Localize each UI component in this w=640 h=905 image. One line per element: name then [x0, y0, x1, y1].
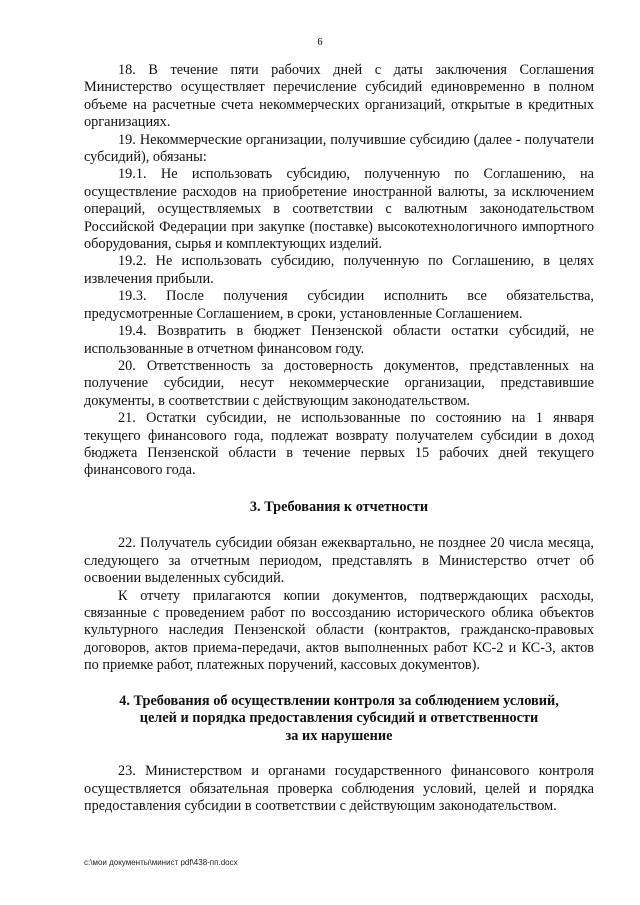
- paragraph-20: 20. Ответственность за достоверность документов, представленных на получение субсидии, несут некоммерческие организации, представившие документы, в соответствии с действующим законодательством.: [84, 357, 594, 409]
- section-4-heading-line: целей и порядка предоставления субсидий и ответственности: [139, 710, 539, 727]
- paragraph-19: 19. Некоммерческие организации, получившие субсидию (далее - получатели субсидий), обязаны:: [84, 131, 594, 166]
- paragraph-19-2: 19.2. Не использовать субсидию, полученную по Соглашению, в целях извлечения прибыли.: [84, 253, 594, 287]
- paragraph-19-1: 19.1. Не использовать субсидию, полученную по Соглашению, на осуществление расходов на приобретение иностранной валюты, за исключением операций, осуществляемых в соответствии с валютным законодательством Российской Федерации при закупке (поставке) высокотехнологичного импортного оборудования, сырья и комплектующих изделий.: [84, 166, 594, 253]
- footer-file-path: c:\мои документы\минист pdf\438-пп.docx: [84, 858, 238, 867]
- paragraph-22: 22. Получатель субсидии обязан ежеквартально, не позднее 20 числа месяца, следующего за отчетным периодом, представлять в Министерство отчет об освоении выделенных субсидий.: [84, 535, 594, 587]
- paragraph-21: 21. Остатки субсидии, не использованные по состоянию на 1 января текущего финансового года, подлежат возврату получателем субсидии в доход бюджета Пензенской области в течение первых 15 рабочих дней текущего финансового года.: [84, 410, 594, 479]
- section-3-heading: 3. Требования к отчетности: [249, 498, 429, 515]
- paragraph-23: 23. Министерством и органами государственного финансового контроля осуществляется обязательная проверка соблюдения условий, целей и порядка предоставления субсидии в соответствии с действующим законодательством.: [84, 763, 594, 815]
- paragraph-19-3: 19.3. После получения субсидии исполнить все обязательства, предусмотренные Соглашением, в сроки, установленные Соглашением.: [84, 288, 594, 322]
- section-4-heading-line: за их нарушение: [285, 727, 393, 744]
- paragraph-18: 18. В течение пяти рабочих дней с даты заключения Соглашения Министерство осуществляет перечисление субсидий единовременно в полном объеме на расчетные счета некоммерческих организаций, открытые в кредитных организациях.: [84, 62, 594, 131]
- section-4-heading-line: 4. Требования об осуществлении контроля за соблюдением условий,: [119, 692, 559, 709]
- paragraph-19-4: 19.4. Возвратить в бюджет Пензенской области остатки субсидий, не использованные в отчетном финансовом году.: [84, 323, 594, 357]
- paragraph-report-attachments: К отчету прилагаются копии документов, подтверждающих расходы, связанные с проведением работ по воссозданию исторического облика объектов культурного наследия Пензенской области (контрактов, гражданско-правовых договоров, актов приема-передачи, актов выполненных работ КС-2 и КС-3, актов по приемке работ, платежных поручений, кассовых документов).: [84, 587, 594, 674]
- page-number: 6: [317, 37, 323, 48]
- section-4-heading: [84, 693, 594, 746]
- document-body: [84, 62, 594, 816]
